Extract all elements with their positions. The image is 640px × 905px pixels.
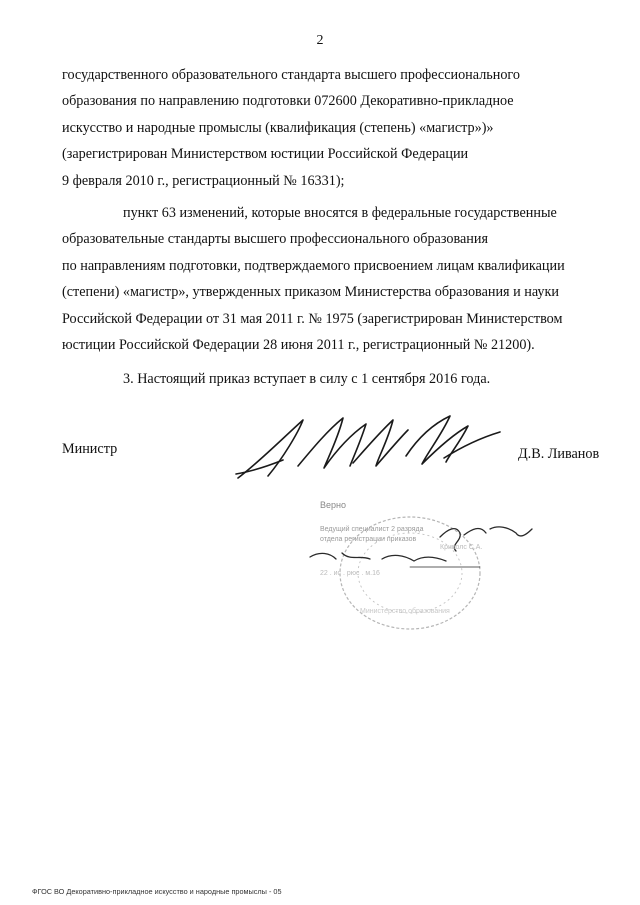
- text-line: (степени) «магистр», утвержденных приказом Министерства образования и науки: [62, 284, 560, 301]
- paragraph-continuation: [62, 62, 604, 194]
- certification-stamp: [290, 495, 550, 635]
- minister-label: Министр: [62, 441, 118, 457]
- handwritten-signature: [228, 408, 508, 486]
- paragraph-effective-date: [62, 366, 604, 392]
- page-number: 2: [316, 33, 324, 48]
- paragraph-item-63: [62, 200, 604, 358]
- minister-name: Д.В. Ливанов: [518, 446, 600, 462]
- text-line: искусство и народные промыслы (квалификация (степень) «магистр»)»: [62, 119, 494, 136]
- stamp-line: Верно: [320, 500, 346, 510]
- footer: ФГОС ВО Декоративно-прикладное искусство и народные промыслы - 05: [32, 887, 282, 896]
- text-line: 9 февраля 2010 г., регистрационный № 16331);: [62, 172, 345, 189]
- stamp-line: Криволс С.А.: [440, 544, 483, 551]
- text-line: образования по направлению подготовки 072600 Декоративно-прикладное: [62, 93, 514, 110]
- text-line: по направлениям подготовки, подтверждаемого присвоением лицам квалификации: [62, 257, 565, 274]
- text-line: пункт 63 изменений, которые вносятся в федеральные государственные: [123, 205, 557, 221]
- stamp-line: 22 . ис . рюс . м.16: [320, 570, 380, 577]
- text-line: образовательные стандарты высшего профессионального образования: [62, 231, 488, 248]
- text-line: 3. Настоящий приказ вступает в силу с 1 сентября 2016 года.: [123, 371, 491, 387]
- text-line: юстиции Российской Федерации 28 июня 2011 г., регистрационный № 21200).: [62, 337, 535, 354]
- text-line: государственного образовательного стандарта высшего профессионального: [62, 67, 520, 83]
- text-line: (зарегистрирован Министерством юстиции Российской Федерации: [62, 146, 469, 163]
- stamp-line: Ведущий специалист 2 разряда: [320, 526, 424, 533]
- stamp-line: отдела регистрации приказов: [320, 536, 417, 543]
- text-line: Российской Федерации от 31 мая 2011 г. № 1975 (зарегистрирован Министерством: [62, 310, 563, 327]
- stamp-line: Министерство образования: [360, 608, 450, 615]
